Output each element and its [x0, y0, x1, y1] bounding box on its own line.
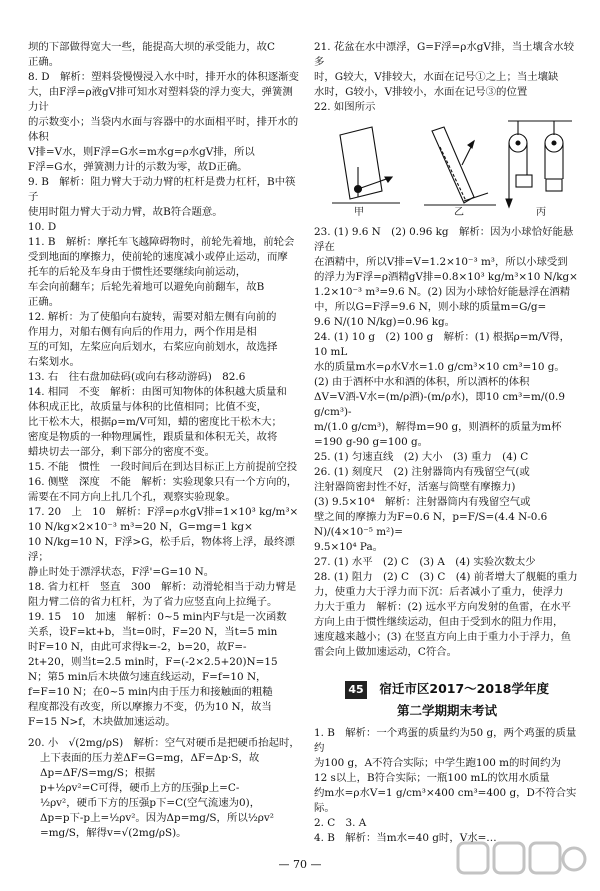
answer-line: =190 g-90 g=100 g。 [314, 436, 429, 448]
answer-line: 23. (1) 9.6 N (2) 0.96 kg 解析：因为小球恰好能悬浮在 [314, 226, 574, 253]
answer-line: 蜡块切去一部分，剩下部分的密度不变。 [28, 446, 216, 458]
answer-line: 10 N/kg=10 N，F浮>G，松手后，物体将上浮，最终漂浮； [28, 536, 295, 563]
answer-line: 密度是物质的一种物理属性，跟质量和体积无关，故将 [28, 431, 278, 443]
answer-line: 雷会向上做加速运动，C符合。 [314, 646, 458, 658]
section-title-line1: 宿迁市区2017～2018学年度 [379, 681, 549, 696]
answer-line: 静止时处于漂浮状态，F浮'=G=10 N。 [28, 566, 215, 578]
answer-line: 10. D [28, 221, 57, 233]
answer-line: 正确。 [28, 56, 60, 68]
answer-line: 15. 不能 惯性 一段时间后在到达目标正上方前提前空投 [28, 461, 298, 473]
answer-line: 体积成正比，故质量与体积的比值相同；比值不变， [28, 401, 267, 413]
answer-line: 13. 右 往右盘加砝码(或向右移动游码) 82.6 [28, 371, 246, 383]
answer-line: 1.2×10⁻³ m³=9.6 N。(2) 因为小球恰好能悬浮在酒精 [314, 286, 571, 298]
answer-line: 19. 15 10 加速 解析：0~5 min内F与t是一次函数 [28, 611, 287, 623]
answer-line: 11. B 解析：摩托车飞越障碍物时，前轮先着地，前轮会 [28, 236, 295, 248]
answer-line: m/(1.0 g/cm³)，解得m=90 g，则酒杯的质量为m杯 [314, 421, 562, 433]
answer-line: 17. 20 上 10 解析：F浮=ρ水gV排=1×10³ kg/m³× [28, 506, 299, 518]
answer-line: 比干松木大，根据ρ=m/V可知，蜡的密度比干松木大； [28, 416, 282, 428]
answer-line: 注射器筒密封性不好，活塞与筒壁有摩擦力) [314, 481, 516, 493]
answer-line: 方向上由于惯性继续运动，但由于受到水的阻力作用， [314, 616, 564, 628]
answer-line: 12. 解析：为了使船向右旋转，需要对船左侧有向前的 [28, 311, 277, 323]
answer-line: 受到地面的摩擦力，使前轮的速度减小或停止运动，而摩 [28, 251, 288, 263]
answer-line-q20: Δp=p下-p上=½ρv²。因为Δp=mg/S，所以½ρv² [40, 812, 274, 824]
answer-line: 26. (1) 刻度尺 (2) 注射器筒内有残留空气(或 [314, 466, 530, 478]
answer-line-q20-head: 20. 小 √(2mg/ρS) 解析：空气对硬币是把硬币抬起时， [28, 737, 300, 749]
answer-line: 力大于重力 解析：(2) 远水平方向发射的鱼雷，在水平 [314, 601, 572, 613]
answer-line: 2. C 3. A [314, 817, 367, 829]
answer-line: 托车的后轮及车身由于惯性还要继续向前运动， [28, 266, 247, 278]
diagram-label-bing: 丙 [536, 207, 546, 218]
answer-line: 使用时阻力臂大于动力臂，故B符合题意。 [28, 206, 223, 218]
answer-line: 28. (1) 阻力 (2) C (3) C (4) 前者增大了舰艇的重力 [314, 571, 578, 583]
watermark-logo [456, 837, 588, 881]
answer-line: 互的可知，左桨应向后划水，右桨应向前划水，故选择 [28, 341, 278, 353]
answer-line: F=15 N>f，木块做加速运动。 [28, 716, 176, 728]
answer-line: 大，由F浮=ρ液gV排可知水对塑料袋的浮力变大，弹簧测力计 [28, 86, 293, 113]
answer-line: V排=V水，则F浮=G水=m水g=ρ水gV排，所以 [28, 146, 255, 158]
answer-line: F浮=G水，弹簧测力计的示数为零，故D正确。 [28, 161, 248, 173]
answer-line: 16. 侧壁 深度 不能 解析：实验现象只有一个方向的， [28, 476, 298, 488]
answer-line: 水时，G较小，V排较小，水面在记号③的位置 [314, 86, 528, 98]
answer-line: ΔV=V酒-V水=(m/ρ酒)-(m/ρ水)，即10 cm³=m/(0.9 g/cm³)- [314, 391, 565, 418]
answer-line: 时，G较大，V排较大，水面在记号①之上；当土壤缺 [314, 71, 559, 83]
answer-line: 水的质量m水=ρ水V水=1.0 g/cm³×10 cm³=10 g。 [314, 361, 565, 373]
answer-line-q20: =mg/S，解得v=√(2mg/ρS)。 [40, 827, 187, 839]
answer-line: 在酒精中，所以V排=V=1.2×10⁻³ m³，所以小球受到 [314, 256, 568, 268]
answer-line: 10 N/kg×2×10⁻³ m³=20 N，G=mg=1 kg× [28, 521, 253, 533]
diagram-label-jia: 甲 [354, 207, 364, 218]
answer-line: 4. B 解析：当m水=40 g时，V水=… [314, 832, 497, 844]
diagram-label-yi: 乙 [454, 207, 464, 218]
answer-line: 9.6 N/(10 N/kg)=0.96 kg。 [314, 316, 456, 328]
answer-line: 25. (1) 匀速直线 (2) 大小 (3) 重力 (4) C [314, 451, 529, 463]
diagram-bing [506, 121, 572, 207]
answer-line: 程度都没有改变，所以摩擦力不变，仍为10 N，故当 [28, 701, 272, 713]
diagram-yi [424, 127, 496, 205]
section-title-line2: 第二学期期末考试 [396, 703, 497, 718]
section-number-badge: 45 [345, 681, 367, 699]
answer-line: 作用力，对船右侧有向后的作用力，两个作用是相 [28, 326, 257, 338]
answer-line: 正确。 [28, 296, 60, 308]
answer-line: 关系，设F=kt+b，当t=0时，F=20 N，当t=5 min [28, 626, 278, 638]
diagram-jia [332, 127, 400, 203]
answer-line-q20: p+½ρv²=C可得，硬币上方的压强p上=C- [40, 782, 240, 794]
answer-line: (3) 9.5×10⁴ 解析：注射器筒内有残留空气或 [314, 496, 531, 508]
answer-line: 为100 g，A不符合实际；中学生跑100 m的时间约为 [314, 757, 561, 769]
answer-line: 18. 省力杠杆 竖直 300 解析：动滑轮相当于动力臂是 [28, 581, 297, 593]
answer-line: 14. 相同 不变 解析：由图可知物体的体积越大质量和 [28, 386, 287, 398]
answer-line: 21. 花盆在水中漂浮，G=F浮=ρ水gV排，当土壤含水较多 [314, 41, 575, 68]
answer-line: 2t+20，则当t=2.5 min时，F=(-2×2.5+20)N=15 [28, 656, 278, 668]
answer-line: 约m水=ρ水V=1 g/cm³×400 cm³=400 g，D不符合实际。 [314, 787, 577, 814]
answer-line: 的示数变小；当袋内水面与容器中的水面相平时，排开水的体积 [28, 116, 299, 143]
answer-line: 右桨划水。 [28, 356, 80, 368]
answer-line: 阻力臂二倍的省力杠杆，为了省力应竖直向上拉绳子。 [28, 596, 278, 608]
answer-line: 力，使重力大于浮力而下沉：后者减小了重力，使浮力 [314, 586, 564, 598]
answer-line: 需要在不同方向上扎几个孔，观察实验现象。 [28, 491, 236, 503]
answer-line: 27. (1) 水平 (2) C (3) A (4) 实验次数太少 [314, 556, 536, 568]
answer-line-q20: 上下表面的压力差ΔF=G=mg，ΔF=Δp·S，故Δp=ΔF/S=mg/S；根据 [40, 752, 260, 779]
answer-line: 速度越来越小；(3) 在竖直方向上由于重力小于浮力，鱼 [314, 631, 572, 643]
page-number: — 70 — [278, 858, 322, 871]
answer-line: 22. 如图所示 [314, 101, 376, 113]
answer-line: 1. B 解析：一个鸡蛋的质量约为50 g，两个鸡蛋的质量约 [314, 727, 577, 754]
left-column [28, 40, 300, 841]
right-column [314, 40, 580, 846]
answer-line-q20: ½ρv²，硬币下方的压强p下=C(空气流速为0)， [40, 797, 261, 809]
answer-line: 24. (1) 10 g (2) 100 g 解析：(1) 根据ρ=m/V得，10 mL [314, 331, 571, 358]
answer-line: (2) 由于酒杯中水和酒的体积，所以酒杯的体积 [314, 376, 530, 388]
force-diagrams [314, 117, 580, 221]
answer-line: 的浮力为F浮=ρ酒精gV排=0.8×10³ kg/m³×10 N/kg× [314, 271, 578, 283]
answer-line: 9.5×10⁴ Pa。 [314, 541, 384, 553]
answer-line: 坝的下部做得宽大一些，能提高大坝的承受能力，故C [28, 41, 275, 53]
answer-line: 时F=10 N，由此可求得k=-2，b=20，故F=- [28, 641, 247, 653]
answer-line: 8. D 解析：塑料袋慢慢浸入水中时，排开水的体积逐渐变 [28, 71, 299, 83]
exam-section-heading [314, 678, 580, 722]
answer-line: 12 s以上，B符合实际；一瓶100 mL的饮用水质量 [314, 772, 550, 784]
answer-line: 中，所以G=F浮=9.6 N，则小球的质量m=G/g= [314, 301, 547, 313]
answer-line: 9. B 解析：阻力臂大于动力臂的杠杆是费力杠杆，B中筷子 [28, 176, 296, 203]
answer-line: f=F=10 N；在0~5 min内由于压力和接触面的粗糙 [28, 686, 273, 698]
answer-line: N；第5 min后木块做匀速直线运动，F=f=10 N， [28, 671, 267, 683]
answer-line: 壁之间的摩擦力为F=0.6 N，p=F/S=(4.4 N-0.6 N)/(4×10⁻⁵ m²)= [314, 511, 548, 538]
answer-line: 车会向前翻车；后轮先着地可以避免向前翻车，故B [28, 281, 265, 293]
